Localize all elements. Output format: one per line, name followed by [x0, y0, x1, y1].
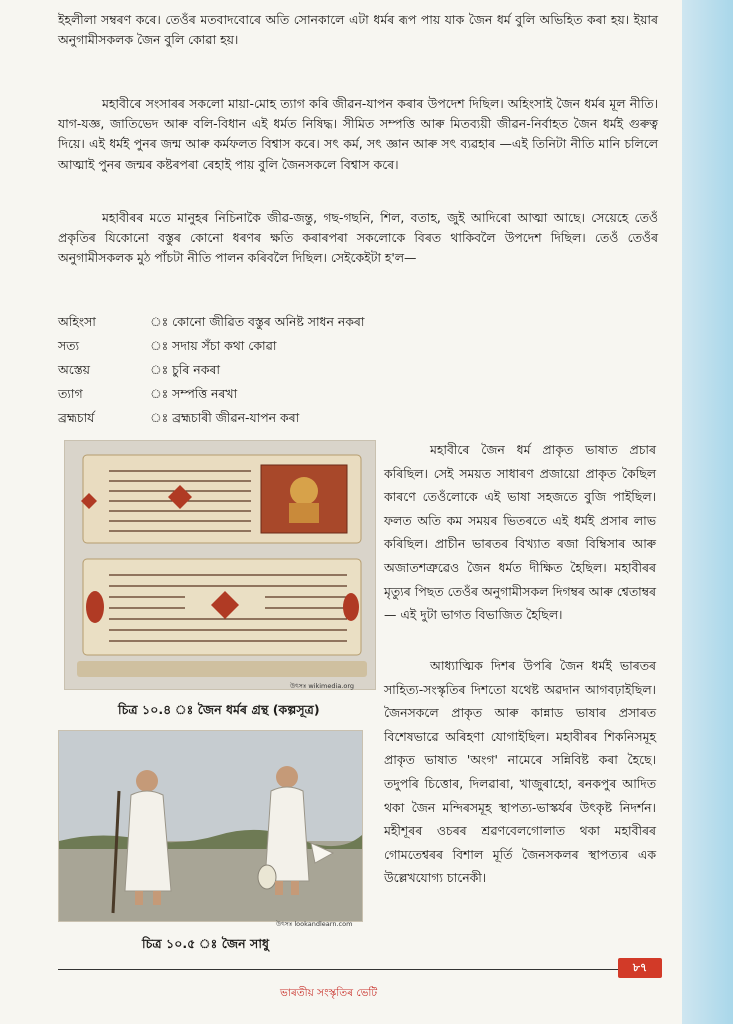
figure-source: উৎসঃ lookandlearn.com: [276, 920, 353, 928]
five-principles-list: [58, 312, 478, 432]
page-edge-strip: [682, 0, 733, 1024]
right-column-paragraph-1: মহাবীৰে জৈন ধৰ্ম প্ৰাকৃত ভাষাত প্ৰচাৰ কৰিছিল। সেই সময়ত সাধাৰণ প্ৰজায়ো প্ৰাকৃত কৈছিল কাৰণে তেওঁলোকে এই ভাষা সহজতে বুজি পাইছিল। ফলত অতি কম সময়ৰ ভিতৰতে এই ধৰ্মই প্ৰসাৰ লাভ কৰিছিল। প্ৰাচীন ভাৰতৰ বিখ্যাত ৰজা বিম্বিসাৰ আৰু অজাতশত্ৰুৱেও জৈন ধৰ্মত দীক্ষিত হৈছিল। মহাবীৰৰ মৃত্যুৰ পিছত তেওঁৰ অনুগামীসকল দিগম্বৰ আৰু শ্বেতাম্বৰ— এই দুটা ভাগত বিভাজিত হৈছিল।: [384, 442, 656, 623]
paragraph-3: মহাবীৰৰ মতে মানুহৰ নিচিনাকৈ জীৱ-জন্তু, গছ-গছনি, শিল, বতাহ, জুই আদিৰো আত্মা আছে। সেয়েহে তেওঁ প্ৰকৃতিৰ যিকোনো বস্তুৰ কোনো ধৰণৰ ক্ষতি কৰাৰপৰা সকলোকে বিৰত থাকিবলৈ উপদেশ দিছিল। তেওঁ তেওঁৰ অনুগামীসকলক মুঠ পাঁচটা নীতি পালন কৰিবলৈ দিছিল। সেইকেইটা হ'ল—: [58, 210, 658, 266]
principle-row: [58, 336, 478, 360]
principle-term: ত্যাগ: [58, 386, 83, 401]
manuscript-image: [64, 440, 376, 690]
principle-definition: ঃ সদায় সঁচা কথা কোৱা: [150, 338, 277, 353]
book-title: ভাৰতীয় সংস্কৃতিৰ ভেটি: [280, 987, 378, 999]
principle-term: অস্তেয়: [58, 362, 90, 377]
manuscript-illustration: [65, 441, 375, 689]
footer-divider: [58, 969, 658, 970]
right-column-paragraph-2: আধ্যাত্মিক দিশৰ উপৰি জৈন ধৰ্মই ভাৰতৰ সাহিত্য-সংস্কৃতিৰ দিশতো যথেষ্ট অৱদান আগবঢ়াইছিল। জৈনসকলে প্ৰাকৃত আৰু কান্নাড ভাষাৰ প্ৰসাৰত বিশেষভাৱে অৰিহণা যোগাইছিল। মহাবীৰৰ শিকনিসমূহ প্ৰাকৃত ভাষাত 'অংগ' নামেৰে সন্নিবিষ্ট কৰা হৈছে। তদুপৰি চিত্তোৰ, দিলৱাৰা, খাজুৰাহো, ৰনকপুৰ আদিত থকা জৈন মন্দিৰসমূহ স্থাপত্য-ভাস্কৰ্যৰ উৎকৃষ্ট নিদৰ্শন। মহীশূৰৰ ওচৰৰ শ্ৰৱণবেলগোলাত থকা মহাবীৰৰ গোমতেশ্বৰৰ বিশাল মূৰ্তি জৈনসকলৰ স্থাপত্যৰ এক উল্লেখযোগ্য চানেকী।: [384, 658, 656, 886]
principle-term: সত্য: [58, 338, 80, 353]
principle-row: [58, 312, 478, 336]
principle-term: ব্ৰহ্মচাৰ্য: [58, 410, 95, 425]
jain-monks-image: [58, 730, 363, 922]
figure-caption: চিত্ৰ ১০.৫ ঃ জৈন সাধু: [142, 936, 270, 951]
figure-caption: চিত্ৰ ১০.৪ ঃ জৈন ধৰ্মৰ গ্ৰন্থ (কল্পসূত্ৰ): [118, 702, 320, 717]
principle-term: অহিংসা: [58, 314, 96, 329]
principle-row: [58, 408, 478, 432]
paragraph-1: ইহলীলা সম্বৰণ কৰে। তেওঁৰ মতবাদবোৰে অতি সোনকালে এটা ধৰ্মৰ ৰূপ পায় যাক জৈন ধৰ্ম বুলি অভিহিত কৰা হয়। ইয়াৰ অনুগামীসকলক জৈন বুলি কোৱা হয়।: [58, 12, 658, 48]
principle-definition: ঃ ব্ৰহ্মচাৰী জীৱন-যাপন কৰা: [150, 410, 300, 425]
principle-row: [58, 360, 478, 384]
principle-definition: ঃ সম্পত্তি নৰখা: [150, 386, 238, 401]
principle-row: [58, 384, 478, 408]
figure-source: উৎসঃ wikimedia.org: [290, 682, 355, 690]
page-number: ৮৭: [618, 958, 662, 978]
paragraph-2: মহাবীৰে সংসাৰৰ সকলো মায়া-মোহ ত্যাগ কৰি জীৱন-যাপন কৰাৰ উপদেশ দিছিল। অহিংসাই জৈন ধৰ্মৰ মূল নীতি। যাগ-যজ্ঞ, জাতিভেদ আৰু বলি-বিধান এই ধৰ্মত নিষিদ্ধ। সীমিত সম্পত্তি আৰু মিতব্যয়ী জীৱন-নিৰ্বাহত জৈন ধৰ্মই গুৰুত্ব দিয়ে। এই ধৰ্মই পুনৰ জন্ম আৰু কৰ্মফলত বিশ্বাস কৰে। সৎ কৰ্ম, সৎ জ্ঞান আৰু সৎ ব্যৱহাৰ —এই তিনিটা নীতি মানি চলিলে আত্মাই পুনৰ জন্মৰ কষ্টৰপৰা ৰেহাই পায় বুলি জৈনসকলে বিশ্বাস কৰে।: [58, 96, 658, 172]
principle-definition: ঃ চুৰি নকৰা: [150, 362, 220, 377]
principle-definition: ঃ কোনো জীৱিত বস্তুৰ অনিষ্ট সাধন নকৰা: [150, 314, 365, 329]
jain-monks-illustration: [59, 731, 362, 921]
